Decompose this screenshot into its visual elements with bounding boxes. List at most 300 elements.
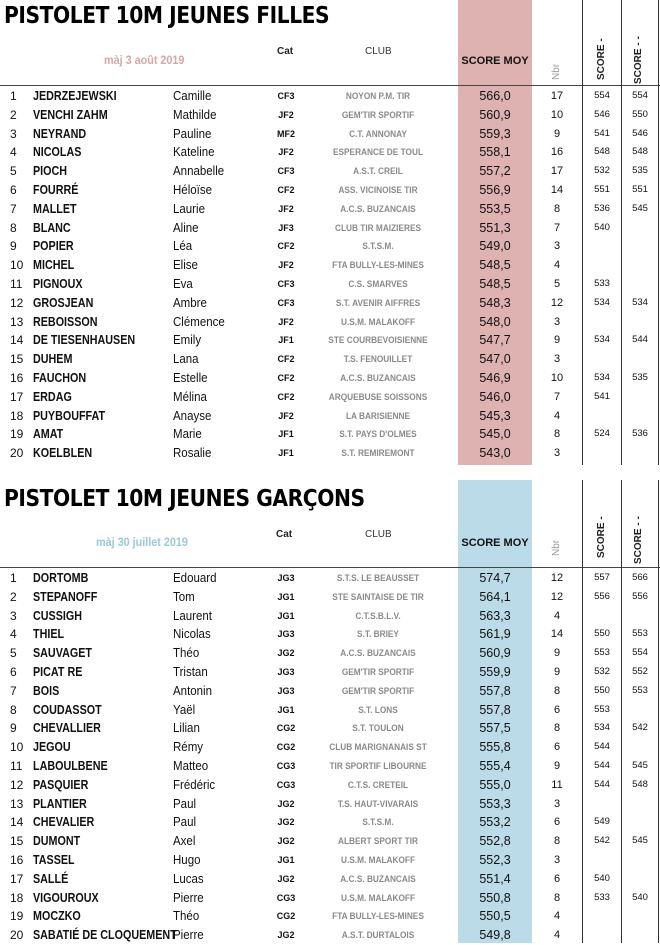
- rank-cell: 5: [10, 164, 17, 179]
- score-min-cell: 540: [632, 891, 648, 903]
- club-cell: S.T. TOULON: [352, 723, 404, 734]
- score-moy-cell: 553,5: [479, 201, 511, 216]
- table-row: [0, 125, 660, 144]
- nbr-cell: 3: [553, 797, 561, 810]
- last-name-cell: GROSJEAN: [33, 295, 94, 310]
- table-row: [0, 237, 660, 256]
- score-max-cell: 532: [594, 165, 610, 177]
- score-moy-cell: 551,4: [479, 871, 511, 886]
- table-row: [0, 331, 660, 350]
- rank-cell: 17: [10, 871, 24, 886]
- header-score-min: SCORE - -: [633, 36, 644, 84]
- nbr-cell: 8: [553, 722, 561, 735]
- score-moy-cell: 549,8: [479, 928, 511, 943]
- table-row: [0, 795, 660, 814]
- rank-cell: 10: [10, 740, 24, 755]
- first-name-cell: Léa: [173, 239, 193, 254]
- header-club: CLUB: [365, 529, 392, 540]
- score-moy-cell: 547,0: [479, 352, 511, 367]
- club-cell: A.C.S. BUZANCAIS: [340, 873, 416, 884]
- score-max-cell: 554: [594, 90, 610, 101]
- club-cell: A.S.T. CREIL: [353, 166, 403, 177]
- score-min-cell: 566: [632, 572, 648, 583]
- club-cell: U.S.M. MALAKOFF: [340, 316, 416, 327]
- section-title: PISTOLET 10M JEUNES GARÇONS: [4, 486, 365, 512]
- rank-cell: 14: [10, 815, 24, 830]
- club-cell: T.S. HAUT-VIVARAIS: [337, 798, 419, 809]
- category-cell: JG1: [277, 610, 295, 621]
- last-name-cell: JEGOU: [33, 740, 71, 755]
- score-moy-cell: 550,5: [479, 909, 511, 924]
- score-max-cell: 532: [594, 666, 610, 677]
- category-cell: JF2: [278, 203, 294, 214]
- rank-cell: 12: [10, 777, 24, 792]
- table-row: [0, 907, 660, 926]
- nbr-cell: 10: [550, 108, 564, 121]
- nbr-cell: 7: [553, 390, 561, 403]
- nbr-cell: 9: [553, 760, 561, 772]
- table-row: [0, 219, 660, 238]
- first-name-cell: Camille: [173, 89, 212, 103]
- nbr-cell: 14: [550, 184, 564, 196]
- update-date: màj 30 juillet 2019: [96, 535, 188, 549]
- last-name-cell: VENCHI ZAHM: [33, 107, 108, 122]
- first-name-cell: Emily: [173, 333, 202, 348]
- first-name-cell: Pauline: [173, 126, 212, 141]
- nbr-cell: 4: [553, 409, 561, 422]
- table-row: [0, 851, 660, 870]
- club-cell: S.T.S. LE BEAUSSET: [336, 573, 420, 583]
- rank-cell: 7: [10, 201, 17, 216]
- nbr-cell: 9: [553, 666, 561, 678]
- table-row: [0, 350, 660, 369]
- club-cell: C.T.S.B.L.V.: [355, 610, 401, 621]
- section-title: PISTOLET 10M JEUNES FILLES: [4, 3, 330, 29]
- score-max-cell: 536: [594, 202, 610, 214]
- nbr-cell: 4: [553, 259, 561, 272]
- score-moy-cell: 559,3: [479, 126, 511, 141]
- category-cell: JG2: [277, 836, 295, 847]
- rank-cell: 19: [10, 427, 24, 442]
- club-cell: S.T. PAYS D'OLMES: [339, 429, 417, 440]
- score-moy-cell: 547,7: [479, 333, 511, 348]
- club-cell: S.T. BRIEY: [357, 629, 399, 640]
- score-max-cell: 534: [594, 372, 610, 383]
- score-min-cell: 544: [632, 334, 648, 346]
- category-cell: JF2: [278, 260, 294, 271]
- score-max-cell: 553: [594, 703, 610, 715]
- rank-cell: 18: [10, 408, 24, 423]
- last-name-cell: SALLÉ: [33, 871, 69, 886]
- score-min-cell: 545: [632, 760, 648, 771]
- last-name-cell: THIEL: [33, 627, 65, 642]
- nbr-cell: 8: [553, 202, 561, 215]
- first-name-cell: Hugo: [173, 853, 201, 867]
- score-min-cell: 552: [632, 666, 648, 677]
- category-cell: JG2: [277, 798, 295, 809]
- first-name-cell: Lilian: [173, 721, 200, 736]
- score-max-cell: 557: [594, 572, 610, 583]
- club-cell: LA BARISIENNE: [345, 410, 411, 421]
- category-cell: CF3: [277, 279, 295, 289]
- category-cell: JF2: [278, 147, 294, 158]
- score-min-cell: 548: [632, 146, 648, 158]
- table-row: [0, 369, 660, 388]
- score-moy-cell: 552,8: [479, 834, 511, 849]
- category-cell: CF2: [277, 373, 295, 383]
- score-max-cell: 540: [594, 221, 610, 233]
- club-cell: GEM'TIR SPORTIF: [341, 109, 415, 120]
- club-cell: FTA BULLY-LES-MINES: [332, 260, 424, 271]
- nbr-cell: 16: [550, 146, 564, 159]
- score-max-cell: 524: [594, 428, 610, 440]
- table-row: [0, 275, 660, 294]
- club-cell: S.T. REMIREMONT: [341, 448, 415, 459]
- score-max-cell: 553: [594, 647, 610, 659]
- last-name-cell: POPIER: [33, 239, 74, 254]
- score-min-cell: 546: [632, 127, 648, 139]
- header-score-max: SCORE -: [596, 38, 607, 80]
- score-moy-cell: 564,1: [479, 589, 511, 604]
- nbr-cell: 9: [553, 647, 561, 660]
- nbr-cell: 9: [553, 334, 561, 347]
- rank-cell: 8: [10, 702, 17, 717]
- last-name-cell: PIGNOUX: [33, 277, 83, 291]
- score-moy-cell: 545,3: [479, 408, 511, 423]
- category-cell: JG2: [277, 817, 295, 828]
- last-name-cell: DE TIESENHAUSEN: [33, 333, 136, 348]
- category-cell: CF2: [277, 391, 295, 402]
- nbr-cell: 17: [550, 90, 564, 102]
- table-row: [0, 832, 660, 851]
- score-moy-cell: 555,0: [479, 777, 511, 792]
- rank-cell: 20: [10, 446, 24, 461]
- score-max-cell: 533: [594, 891, 610, 903]
- score-moy-cell: 561,9: [479, 627, 511, 642]
- rank-cell: 11: [10, 759, 23, 773]
- rank-cell: 18: [10, 890, 24, 905]
- first-name-cell: Ambre: [173, 295, 207, 310]
- score-max-cell: 534: [594, 334, 610, 346]
- header-score-moy: SCORE MOY: [461, 537, 529, 549]
- category-cell: CG2: [276, 742, 296, 753]
- first-name-cell: Kateline: [173, 145, 215, 160]
- nbr-cell: 8: [553, 835, 561, 848]
- first-name-cell: Pierre: [173, 890, 204, 905]
- table-row: [0, 701, 660, 720]
- club-cell: A.C.S. BUZANCAIS: [340, 648, 416, 659]
- score-moy-cell: 546,0: [479, 389, 511, 404]
- category-cell: JF2: [278, 410, 294, 421]
- score-moy-cell: 557,5: [479, 721, 511, 736]
- club-cell: C.S. SMARVES: [348, 279, 408, 289]
- table-row: [0, 588, 660, 607]
- table-row: [0, 200, 660, 219]
- last-name-cell: AMAT: [33, 427, 64, 442]
- rank-cell: 15: [10, 352, 24, 367]
- club-cell: GEM'TIR SPORTIF: [341, 667, 415, 677]
- rank-cell: 1: [10, 89, 17, 103]
- rank-cell: 9: [10, 239, 17, 254]
- score-max-cell: 550: [594, 684, 610, 696]
- club-cell: U.S.M. MALAKOFF: [340, 892, 416, 903]
- club-cell: A.C.S. BUZANCAIS: [340, 203, 416, 214]
- score-moy-cell: 557,8: [479, 683, 511, 698]
- category-cell: JG1: [277, 704, 295, 715]
- nbr-cell: 3: [553, 315, 561, 328]
- category-cell: JG1: [277, 591, 295, 602]
- header-cat: Cat: [277, 46, 294, 57]
- last-name-cell: MALLET: [33, 201, 77, 216]
- category-cell: JG3: [277, 629, 295, 640]
- update-date: màj 3 août 2019: [104, 53, 185, 67]
- last-name-cell: CHEVALLIER: [33, 721, 101, 736]
- score-min-cell: 542: [632, 722, 648, 734]
- first-name-cell: Elise: [173, 258, 198, 273]
- club-cell: STE COURBEVOISIENNE: [328, 335, 428, 346]
- score-moy-cell: 546,9: [479, 371, 511, 385]
- table-row: [0, 625, 660, 644]
- club-cell: S.T. LONS: [358, 704, 398, 715]
- score-moy-cell: 548,0: [479, 314, 511, 329]
- club-cell: STE SAINTAISE DE TIR: [332, 591, 424, 602]
- nbr-cell: 3: [553, 240, 561, 253]
- nbr-cell: 3: [553, 447, 561, 460]
- score-moy-cell: 551,3: [479, 220, 511, 235]
- last-name-cell: BLANC: [33, 220, 71, 235]
- nbr-cell: 8: [553, 684, 561, 697]
- first-name-cell: Anayse: [173, 408, 212, 423]
- rank-cell: 7: [10, 683, 17, 698]
- table-row: [0, 870, 660, 889]
- last-name-cell: MICHEL: [33, 258, 75, 273]
- first-name-cell: Nicolas: [173, 627, 211, 642]
- first-name-cell: Laurent: [173, 608, 213, 623]
- nbr-cell: 6: [553, 816, 561, 829]
- club-cell: ALBERT SPORT TIR: [337, 836, 419, 847]
- table-row: [0, 889, 660, 908]
- score-max-cell: 550: [594, 628, 610, 640]
- score-min-cell: 556: [632, 590, 648, 602]
- score-max-cell: 544: [594, 760, 610, 771]
- score-max-cell: 540: [594, 872, 610, 884]
- last-name-cell: DORTOMB: [33, 571, 89, 585]
- category-cell: JF2: [278, 109, 294, 120]
- rank-cell: 4: [10, 627, 17, 642]
- rank-cell: 15: [10, 834, 24, 849]
- score-moy-cell: 560,9: [479, 646, 511, 661]
- rank-cell: 16: [10, 853, 24, 867]
- score-min-cell: 554: [632, 647, 648, 659]
- table-row: [0, 738, 660, 757]
- first-name-cell: Mélina: [173, 389, 207, 404]
- score-min-cell: 545: [632, 202, 648, 214]
- club-cell: ASS. VICINOISE TIR: [338, 185, 418, 195]
- last-name-cell: ERDAG: [33, 389, 72, 404]
- category-cell: JF3: [278, 222, 294, 233]
- club-cell: S.T.S.M.: [362, 817, 394, 828]
- last-name-cell: FAUCHON: [33, 371, 87, 385]
- category-cell: JF1: [278, 448, 294, 459]
- first-name-cell: Pierre: [173, 928, 204, 943]
- last-name-cell: PUYBOUFFAT: [33, 408, 106, 423]
- score-min-cell: 551: [632, 184, 648, 195]
- score-moy-cell: 557,2: [479, 164, 511, 179]
- header-score-min: SCORE - -: [633, 516, 644, 564]
- category-cell: CG2: [276, 911, 296, 922]
- last-name-cell: COUDASSOT: [33, 702, 102, 717]
- table-row: [0, 607, 660, 626]
- table-row: [0, 143, 660, 162]
- score-min-cell: 545: [632, 835, 648, 847]
- table-row: [0, 313, 660, 332]
- nbr-cell: 10: [550, 372, 564, 384]
- rank-cell: 10: [10, 258, 24, 273]
- score-moy-cell: 545,0: [479, 427, 511, 442]
- last-name-cell: SAUVAGET: [33, 646, 92, 661]
- club-cell: A.S.T. DURTALOIS: [341, 930, 415, 941]
- club-cell: C.T. ANNONAY: [349, 128, 407, 139]
- nbr-cell: 6: [553, 741, 561, 754]
- rank-cell: 2: [10, 589, 17, 604]
- nbr-cell: 3: [553, 353, 561, 366]
- score-moy-cell: 552,3: [479, 853, 511, 867]
- first-name-cell: Frédéric: [173, 777, 216, 792]
- nbr-cell: 7: [553, 221, 561, 234]
- score-max-cell: 534: [594, 296, 610, 308]
- club-cell: NOYON P.M. TIR: [345, 91, 411, 101]
- score-max-cell: 549: [594, 816, 610, 828]
- category-cell: JF2: [278, 316, 294, 327]
- club-cell: U.S.M. MALAKOFF: [340, 855, 416, 865]
- club-cell: ESPERANCE DE TOUL: [332, 147, 424, 158]
- score-min-cell: 534: [632, 296, 648, 308]
- first-name-cell: Rémy: [173, 740, 204, 755]
- score-max-cell: 541: [594, 127, 610, 139]
- score-moy-cell: 553,2: [479, 815, 511, 830]
- first-name-cell: Paul: [173, 815, 197, 830]
- category-cell: CF3: [277, 297, 295, 308]
- rank-cell: 13: [10, 796, 24, 811]
- score-min-cell: 536: [632, 428, 648, 440]
- score-min-cell: 548: [632, 778, 648, 790]
- category-cell: JG1: [277, 855, 295, 865]
- last-name-cell: LABOULBENE: [33, 759, 108, 773]
- last-name-cell: PICAT RE: [33, 665, 83, 679]
- category-cell: CF3: [277, 91, 295, 101]
- club-cell: ARQUEBUSE SOISSONS: [328, 391, 428, 402]
- table-row: [0, 569, 660, 588]
- boys-ranking-section: [0, 480, 660, 943]
- first-name-cell: Théo: [173, 646, 200, 661]
- last-name-cell: CHEVALIER: [33, 815, 95, 830]
- nbr-cell: 12: [550, 572, 564, 584]
- score-moy-cell: 549,0: [479, 239, 511, 254]
- club-cell: CLUB TIR MAIZIERES: [334, 222, 422, 233]
- score-moy-cell: 574,7: [479, 571, 511, 585]
- score-min-cell: 535: [632, 372, 648, 383]
- score-max-cell: 546: [594, 108, 610, 120]
- nbr-cell: 6: [553, 703, 561, 716]
- category-cell: JG3: [277, 667, 295, 677]
- header-nbr: Nbr: [551, 539, 562, 556]
- table-row: [0, 644, 660, 663]
- category-cell: CF2: [277, 241, 295, 252]
- rank-cell: 16: [10, 371, 24, 385]
- header-score-max: SCORE -: [596, 516, 607, 558]
- category-cell: MF2: [277, 128, 295, 139]
- category-cell: JG2: [277, 873, 295, 884]
- first-name-cell: Aline: [173, 220, 199, 235]
- score-max-cell: 556: [594, 590, 610, 602]
- header-divider: [0, 85, 660, 86]
- score-max-cell: 541: [594, 390, 610, 402]
- club-cell: TIR SPORTIF LIBOURNE: [329, 761, 427, 771]
- last-name-cell: NEYRAND: [33, 126, 87, 141]
- table-row: [0, 294, 660, 313]
- rank-cell: 8: [10, 220, 17, 235]
- first-name-cell: Yaël: [173, 702, 196, 717]
- first-name-cell: Héloïse: [173, 183, 212, 197]
- table-row: [0, 256, 660, 275]
- category-cell: CG3: [276, 779, 296, 790]
- score-max-cell: 542: [594, 835, 610, 847]
- rank-cell: 17: [10, 389, 24, 404]
- score-max-cell: 534: [594, 722, 610, 734]
- last-name-cell: VIGOUROUX: [33, 890, 99, 905]
- score-moy-cell: 553,3: [479, 796, 511, 811]
- club-cell: FTA BULLY-LES-MINES: [332, 911, 424, 922]
- header-club: CLUB: [365, 46, 392, 57]
- score-min-cell: 553: [632, 684, 648, 696]
- rank-cell: 6: [10, 665, 17, 679]
- score-max-cell: 544: [594, 778, 610, 790]
- score-moy-cell: 560,9: [479, 107, 511, 122]
- rank-cell: 4: [10, 145, 17, 160]
- first-name-cell: Matteo: [173, 759, 209, 773]
- score-moy-cell: 559,9: [479, 665, 511, 679]
- first-name-cell: Marie: [173, 427, 202, 442]
- last-name-cell: JEDRZEJEWSKI: [33, 89, 117, 103]
- first-name-cell: Axel: [173, 834, 196, 849]
- score-moy-cell: 550,8: [479, 890, 511, 905]
- rank-cell: 19: [10, 909, 24, 924]
- score-max-cell: 544: [594, 741, 610, 753]
- score-moy-cell: 543,0: [479, 446, 511, 461]
- club-cell: A.C.S. BUZANCAIS: [340, 373, 416, 383]
- last-name-cell: PIOCH: [33, 164, 68, 179]
- category-cell: JF1: [278, 429, 294, 440]
- table-row: [0, 757, 660, 776]
- score-moy-cell: 556,9: [479, 183, 511, 197]
- table-row: [0, 776, 660, 795]
- table-row: [0, 87, 660, 106]
- category-cell: JG3: [277, 685, 295, 696]
- first-name-cell: Estelle: [173, 371, 208, 385]
- first-name-cell: Clémence: [173, 314, 225, 329]
- first-name-cell: Paul: [173, 796, 197, 811]
- table-row: [0, 407, 660, 426]
- club-cell: C.T.S. CRETEIL: [347, 779, 409, 790]
- last-name-cell: PASQUIER: [33, 777, 89, 792]
- nbr-cell: 11: [551, 778, 563, 791]
- last-name-cell: FOURRÉ: [33, 183, 79, 197]
- rank-cell: 9: [10, 721, 17, 736]
- category-cell: CF2: [277, 185, 295, 195]
- category-cell: CG2: [276, 723, 296, 734]
- club-cell: S.T. AVENIR AIFFRES: [335, 297, 421, 308]
- table-row: [0, 926, 660, 945]
